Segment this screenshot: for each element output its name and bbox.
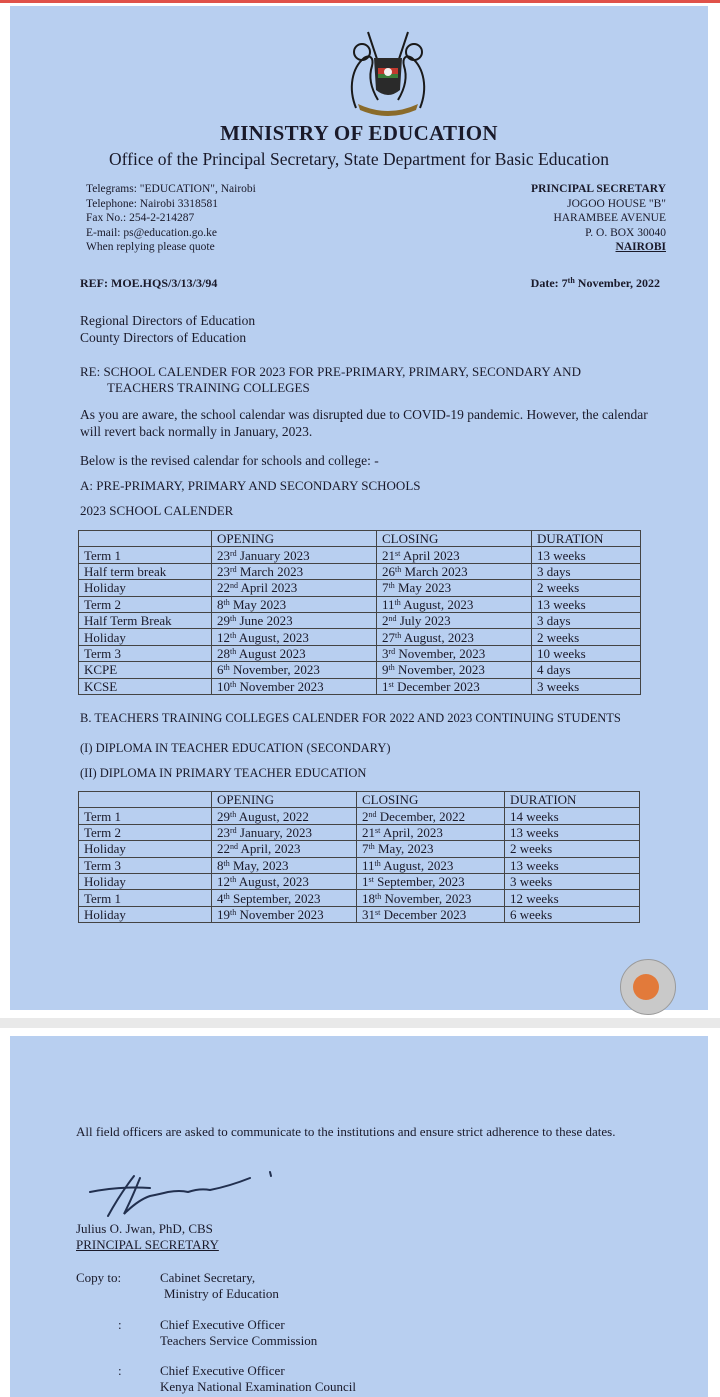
closing-date-cell: 26th March 2023 [377, 563, 532, 579]
table-row [79, 662, 641, 678]
term-cell: Holiday [79, 580, 212, 596]
subject-line: RE: SCHOOL CALENDER FOR 2023 FOR PRE-PRIMARY, PRIMARY, SECONDARY AND TEACHERS TRAINING COLLEGES [80, 364, 581, 395]
reply-quote-line: When replying please quote [86, 241, 215, 254]
term-cell: Half Term Break [79, 612, 212, 628]
ttc-calendar-table [78, 791, 640, 923]
copy-recipient: Chief Executive Officer Kenya National Examination Council [160, 1363, 357, 1394]
closing-date-cell: 1st December 2023 [377, 678, 532, 694]
signatory-name: Julius O. Jwan, PhD, CBS [76, 1221, 213, 1236]
opening-date-cell: 8th May 2023 [212, 596, 377, 612]
duration-cell: 13 weeks [505, 824, 640, 840]
opening-date-cell: 23rd January, 2023 [212, 824, 357, 840]
duration-cell: 3 weeks [532, 678, 641, 694]
opening-date-cell: 4th September, 2023 [212, 890, 357, 906]
fax-line: Fax No.: 254-2-214287 [86, 212, 195, 225]
closing-date-cell: 7th May, 2023 [357, 841, 505, 857]
address-line: HARAMBEE AVENUE [553, 212, 666, 225]
duration-cell: 2 weeks [532, 580, 641, 596]
table-row [79, 596, 641, 612]
closing-date-cell: 18th November, 2023 [357, 890, 505, 906]
opening-date-cell: 23rd March 2023 [212, 563, 377, 579]
table-row [79, 547, 641, 563]
term-cell: Term 2 [79, 824, 212, 840]
letter-date: Date: 7th November, 2022 [530, 276, 660, 290]
column-header: CLOSING [377, 531, 532, 547]
table-row [79, 857, 640, 873]
section-b-heading: B. TEACHERS TRAINING COLLEGES CALENDER FOR 2022 AND 2023 CONTINUING STUDENTS [80, 711, 621, 725]
school-calendar-table [78, 530, 641, 695]
closing-date-cell: 21st April, 2023 [357, 824, 505, 840]
copy-recipient: Chief Executive Officer Teachers Service Commission [160, 1317, 318, 1348]
table-header-row [79, 792, 640, 808]
section-a-subheading: 2023 SCHOOL CALENDER [80, 503, 234, 518]
opening-date-cell: 10th November 2023 [212, 678, 377, 694]
contact-details-left [86, 182, 256, 255]
closing-date-cell: 7th May 2023 [377, 580, 532, 596]
column-header: DURATION [532, 531, 641, 547]
duration-cell: 12 weeks [505, 890, 640, 906]
addressee: Regional Directors of Education [80, 313, 256, 328]
term-cell: Term 1 [79, 547, 212, 563]
table-header-row [79, 531, 641, 547]
table-row [79, 808, 640, 824]
duration-cell: 3 days [532, 563, 641, 579]
column-header: OPENING [212, 792, 357, 808]
duration-cell: 3 days [532, 612, 641, 628]
below-paragraph: Below is the revised calendar for schools and college: - [80, 453, 379, 468]
opening-date-cell: 12th August, 2023 [212, 873, 357, 889]
telegrams-line: Telegrams: "EDUCATION", Nairobi [86, 183, 256, 195]
iso-certification-seal [620, 959, 676, 1015]
copy-recipient: Cabinet Secretary, Ministry of Education [160, 1270, 279, 1301]
table-row [79, 678, 641, 694]
column-header [79, 792, 212, 808]
check-badge-icon [633, 974, 659, 1000]
office-subtitle: Office of the Principal Secretary, State Department for Basic Education [108, 149, 610, 169]
addressees [80, 312, 255, 346]
opening-date-cell: 6th November, 2023 [212, 662, 377, 678]
letter-page-2 [10, 1036, 708, 1397]
term-cell: Term 3 [79, 857, 212, 873]
closing-date-cell: 11th August, 2023 [357, 857, 505, 873]
term-cell: Term 2 [79, 596, 212, 612]
table-row [79, 906, 640, 922]
term-cell: Holiday [79, 841, 212, 857]
duration-cell: 14 weeks [505, 808, 640, 824]
column-header: CLOSING [357, 792, 505, 808]
closing-date-cell: 21st April 2023 [377, 547, 532, 563]
duration-cell: 6 weeks [505, 906, 640, 922]
table-row [79, 873, 640, 889]
closing-date-cell: 9th November, 2023 [377, 662, 532, 678]
duration-cell: 4 days [532, 662, 641, 678]
address-line: P. O. BOX 30040 [585, 226, 666, 239]
address-line: PRINCIPAL SECRETARY [531, 183, 666, 195]
duration-cell: 13 weeks [532, 547, 641, 563]
term-cell: Holiday [79, 629, 212, 645]
top-edge-line [0, 0, 720, 3]
duration-cell: 3 weeks [505, 873, 640, 889]
signatory-title: PRINCIPAL SECRETARY [76, 1237, 219, 1252]
address-line: NAIROBI [615, 241, 666, 254]
term-cell: Holiday [79, 873, 212, 889]
table-row [79, 824, 640, 840]
section-b-sub-1: (I) DIPLOMA IN TEACHER EDUCATION (SECONDARY) [80, 741, 391, 755]
opening-date-cell: 8th May, 2023 [212, 857, 357, 873]
signatory [76, 1221, 219, 1253]
closing-date-cell: 31st December 2023 [357, 906, 505, 922]
letter-page-1 [10, 6, 708, 1010]
opening-date-cell: 22nd April, 2023 [212, 841, 357, 857]
opening-date-cell: 12th August, 2023 [212, 629, 377, 645]
term-cell: KCPE [79, 662, 212, 678]
term-cell: Term 1 [79, 808, 212, 824]
reference-number: REF: MOE.HQS/3/13/3/94 [80, 276, 218, 290]
opening-date-cell: 23rd January 2023 [212, 547, 377, 563]
handwritten-signature [80, 1164, 290, 1224]
column-header: DURATION [505, 792, 640, 808]
duration-cell: 13 weeks [532, 596, 641, 612]
opening-date-cell: 28th August 2023 [212, 645, 377, 661]
duration-cell: 13 weeks [505, 857, 640, 873]
ministry-title: MINISTRY OF EDUCATION [220, 121, 498, 145]
table-row [79, 841, 640, 857]
address-line: JOGOO HOUSE "B" [567, 197, 666, 210]
table-row [79, 645, 641, 661]
term-cell: Half term break [79, 563, 212, 579]
copy-to-label: Copy to: [76, 1270, 122, 1285]
page-separator [0, 1018, 720, 1028]
copy-colon: : [118, 1363, 122, 1378]
table-row [79, 629, 641, 645]
closing-date-cell: 2nd December, 2022 [357, 808, 505, 824]
section-b-sub-2: (II) DIPLOMA IN PRIMARY TEACHER EDUCATION [80, 766, 367, 780]
intro-paragraph: As you are aware, the school calendar was disrupted due to COVID-19 pandemic. However, the calendar will revert back normally in January, 2023. [80, 407, 648, 439]
opening-date-cell: 29th August, 2022 [212, 808, 357, 824]
column-header [79, 531, 212, 547]
email-line: E-mail: ps@education.go.ke [86, 226, 217, 239]
term-cell: Holiday [79, 906, 212, 922]
copy-colon: : [118, 1317, 122, 1332]
addressee: County Directors of Education [80, 330, 247, 345]
closing-date-cell: 2nd July 2023 [377, 612, 532, 628]
telephone-line: Telephone: Nairobi 3318581 [86, 197, 219, 210]
duration-cell: 2 weeks [532, 629, 641, 645]
closing-date-cell: 11th August, 2023 [377, 596, 532, 612]
opening-date-cell: 29th June 2023 [212, 612, 377, 628]
postal-address-right [531, 182, 666, 255]
section-a-heading: A: PRE-PRIMARY, PRIMARY AND SECONDARY SCHOOLS [80, 478, 421, 493]
coat-of-arms-emblem [338, 28, 438, 116]
closing-date-cell: 27th August, 2023 [377, 629, 532, 645]
duration-cell: 2 weeks [505, 841, 640, 857]
table-row [79, 580, 641, 596]
table-row [79, 563, 641, 579]
opening-date-cell: 19th November 2023 [212, 906, 357, 922]
closing-paragraph: All field officers are asked to communicate to the institutions and ensure strict adherence to these dates. [76, 1124, 616, 1139]
closing-date-cell: 1st September, 2023 [357, 873, 505, 889]
opening-date-cell: 22nd April 2023 [212, 580, 377, 596]
duration-cell: 10 weeks [532, 645, 641, 661]
term-cell: Term 3 [79, 645, 212, 661]
table-row [79, 890, 640, 906]
table-row [79, 612, 641, 628]
term-cell: Term 1 [79, 890, 212, 906]
term-cell: KCSE [79, 678, 212, 694]
column-header: OPENING [212, 531, 377, 547]
closing-date-cell: 3rd November, 2023 [377, 645, 532, 661]
